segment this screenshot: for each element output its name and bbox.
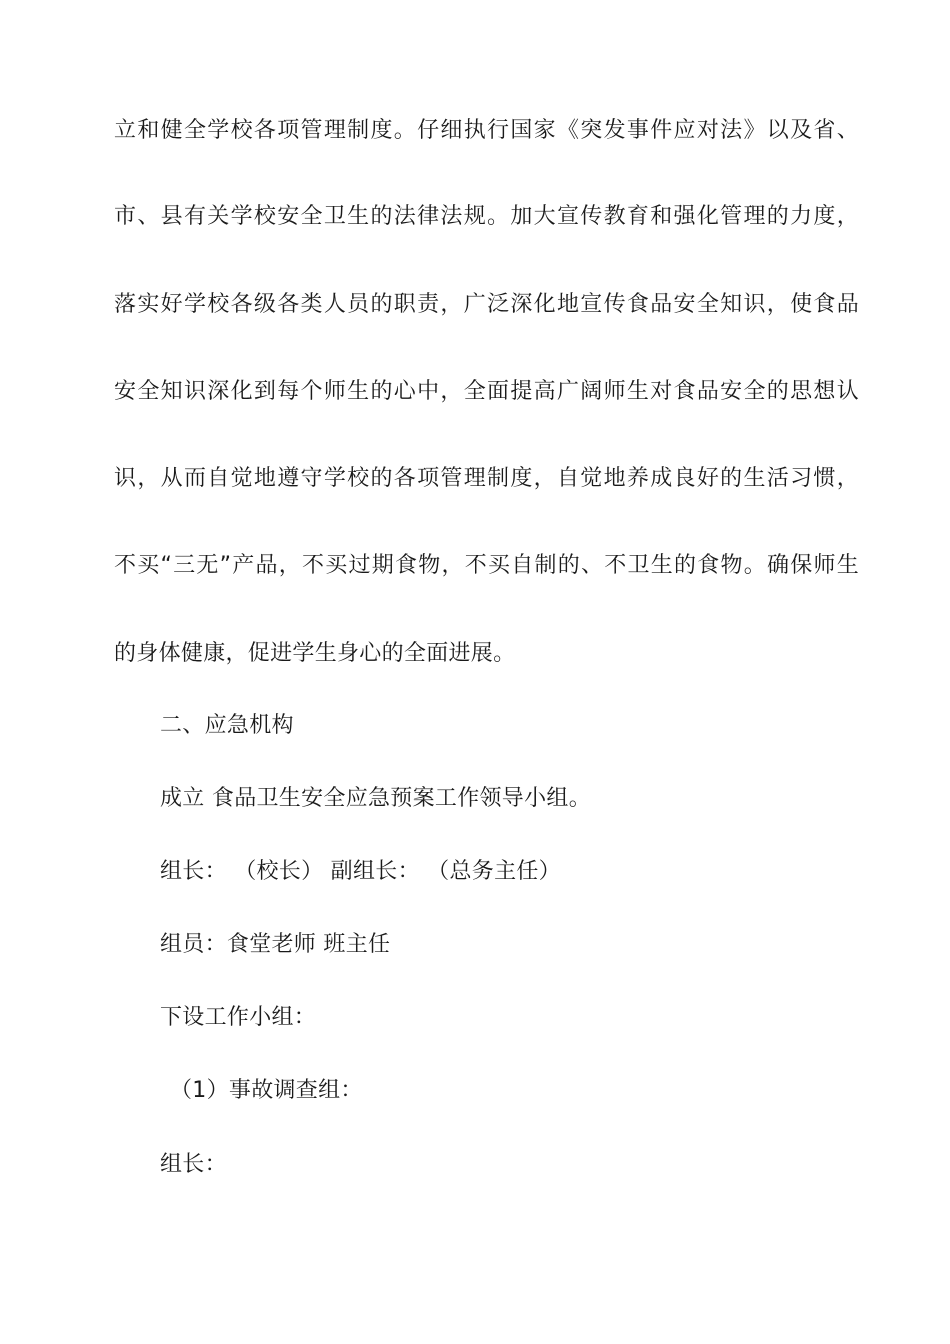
section-heading: 二、应急机构: [160, 713, 294, 738]
paragraph-line-5: 识，从而自觉地遵守学校的各项管理制度，自觉地养成良好的生活习惯，: [114, 466, 859, 491]
members-line: 组员：食堂老师 班主任: [160, 932, 391, 957]
subgroups-intro: 下设工作小组：: [160, 1005, 317, 1030]
paragraph-line-1: 立和健全学校各项管理制度。仔细执行国家《突发事件应对法》以及省、: [114, 118, 859, 143]
paragraph-line-4: 安全知识深化到每个师生的心中，全面提高广阔师生对食品安全的思想认: [114, 379, 859, 404]
group1-title: （1）事故调查组：: [170, 1078, 363, 1103]
paragraph-line-6: 不买“三无”产品，不买过期食物，不买自制的、不卫生的食物。确保师生: [114, 553, 859, 578]
establish-line: 成立 食品卫生安全应急预案工作领导小组。: [160, 786, 591, 811]
paragraph-line-3: 落实好学校各级各类人员的职责，广泛深化地宣传食品安全知识，使食品: [114, 292, 859, 317]
paragraph-line-7: 的身体健康，促进学生身心的全面进展。: [114, 641, 516, 666]
group1-leader: 组长：: [160, 1152, 227, 1177]
leaders-line: 组长： （校长） 副组长： （总务主任）: [160, 859, 561, 884]
paragraph-line-2: 市、县有关学校安全卫生的法律法规。加大宣传教育和强化管理的力度，: [114, 204, 859, 229]
